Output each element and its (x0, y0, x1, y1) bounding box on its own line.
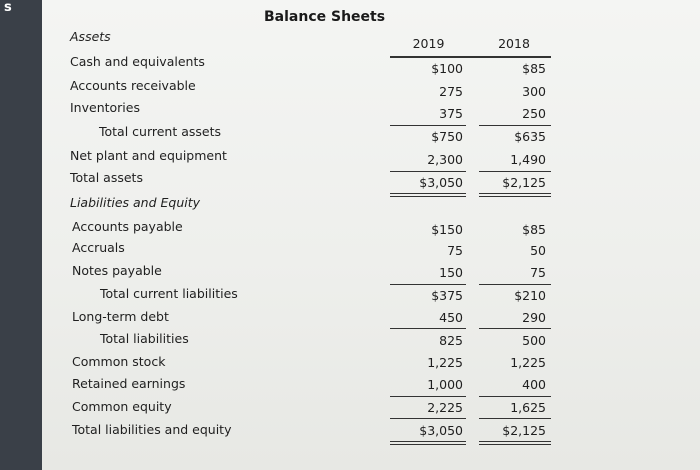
row-label-total-current-assets: Total current assets (99, 124, 222, 139)
year-header-2019: 2019 (412, 36, 445, 51)
cell-re-2019: 1,000 (427, 377, 463, 392)
cell-tle-2019: $3,050 (419, 423, 463, 438)
row-label-net-plant: Net plant and equipment (70, 148, 227, 163)
subtotal-rule-tcl-2018 (479, 284, 551, 285)
section-assets: Assets (70, 29, 111, 44)
cell-inventories-2018: 250 (522, 106, 546, 121)
row-label-retained-earnings: Retained earnings (72, 376, 186, 391)
row-label-cash: Cash and equivalents (70, 54, 205, 69)
header-rule (390, 56, 551, 58)
subtotal-rule-tl-2019 (390, 328, 466, 329)
subtotal-rule-tle-2019 (390, 418, 466, 419)
cell-total-assets-2018: $2,125 (502, 175, 546, 190)
cell-accruals-2019: 75 (447, 243, 463, 258)
row-label-accruals: Accruals (72, 240, 125, 255)
cell-cash-2019: $100 (431, 61, 463, 76)
cell-cs-2018: 1,225 (510, 355, 546, 370)
row-label-inventories: Inventories (70, 100, 140, 115)
subtotal-rule-assets-2018 (479, 125, 551, 126)
double-rule-tle-2018 (479, 441, 551, 445)
subtotal-rule-ce-2018 (479, 396, 551, 397)
cell-ltd-2018: 290 (522, 310, 546, 325)
subtotal-rule-assets-2019 (390, 125, 466, 126)
row-label-total-liabilities: Total liabilities (100, 331, 189, 346)
cell-ce-2018: 1,625 (510, 400, 546, 415)
double-rule-total-assets-2018 (479, 193, 551, 197)
row-label-total-liabilities-equity: Total liabilities and equity (72, 422, 232, 437)
row-label-common-equity: Common equity (72, 399, 172, 414)
page-title: Balance Sheets (264, 9, 386, 25)
subtotal-rule-tcl-2019 (390, 284, 466, 285)
section-liabilities-equity: Liabilities and Equity (70, 195, 201, 210)
cell-notes-2019: 150 (439, 265, 463, 280)
subtotal-rule-total-assets-2018 (479, 171, 551, 172)
cell-tca-2018: $635 (514, 129, 546, 144)
cell-notes-2018: 75 (530, 265, 546, 280)
cell-tcl-2018: $210 (514, 288, 546, 303)
cell-ap-2019: $150 (431, 222, 463, 237)
row-label-total-current-liabilities: Total current liabilities (100, 286, 238, 301)
cell-net-plant-2019: 2,300 (427, 152, 463, 167)
cell-re-2018: 400 (522, 377, 546, 392)
cell-receivable-2019: 275 (439, 84, 463, 99)
cell-ltd-2019: 450 (439, 310, 463, 325)
cell-accruals-2018: 50 (530, 243, 546, 258)
cell-ap-2018: $85 (522, 222, 546, 237)
cell-cash-2018: $85 (522, 61, 546, 76)
cell-tl-2019: 825 (439, 333, 463, 348)
left-sidebar (0, 0, 42, 470)
cell-ce-2019: 2,225 (427, 400, 463, 415)
cell-receivable-2018: 300 (522, 84, 546, 99)
cell-inventories-2019: 375 (439, 106, 463, 121)
double-rule-tle-2019 (390, 441, 466, 445)
cell-tcl-2019: $375 (431, 288, 463, 303)
cell-tca-2019: $750 (431, 129, 463, 144)
double-rule-total-assets-2019 (390, 193, 466, 197)
row-label-common-stock: Common stock (72, 354, 166, 369)
row-label-accounts-payable: Accounts payable (72, 219, 183, 234)
row-label-total-assets: Total assets (70, 170, 143, 185)
cell-net-plant-2018: 1,490 (510, 152, 546, 167)
subtotal-rule-tl-2018 (479, 328, 551, 329)
subtotal-rule-tle-2018 (479, 418, 551, 419)
cell-total-assets-2019: $3,050 (419, 175, 463, 190)
cell-tl-2018: 500 (522, 333, 546, 348)
row-label-notes-payable: Notes payable (72, 263, 162, 278)
subtotal-rule-ce-2019 (390, 396, 466, 397)
corner-mark: s (4, 0, 12, 15)
subtotal-rule-total-assets-2019 (390, 171, 466, 172)
row-label-long-term-debt: Long-term debt (72, 309, 169, 324)
cell-tle-2018: $2,125 (502, 423, 546, 438)
cell-cs-2019: 1,225 (427, 355, 463, 370)
row-label-receivable: Accounts receivable (70, 78, 196, 93)
year-header-2018: 2018 (498, 36, 530, 51)
balance-sheet-page (42, 0, 700, 470)
